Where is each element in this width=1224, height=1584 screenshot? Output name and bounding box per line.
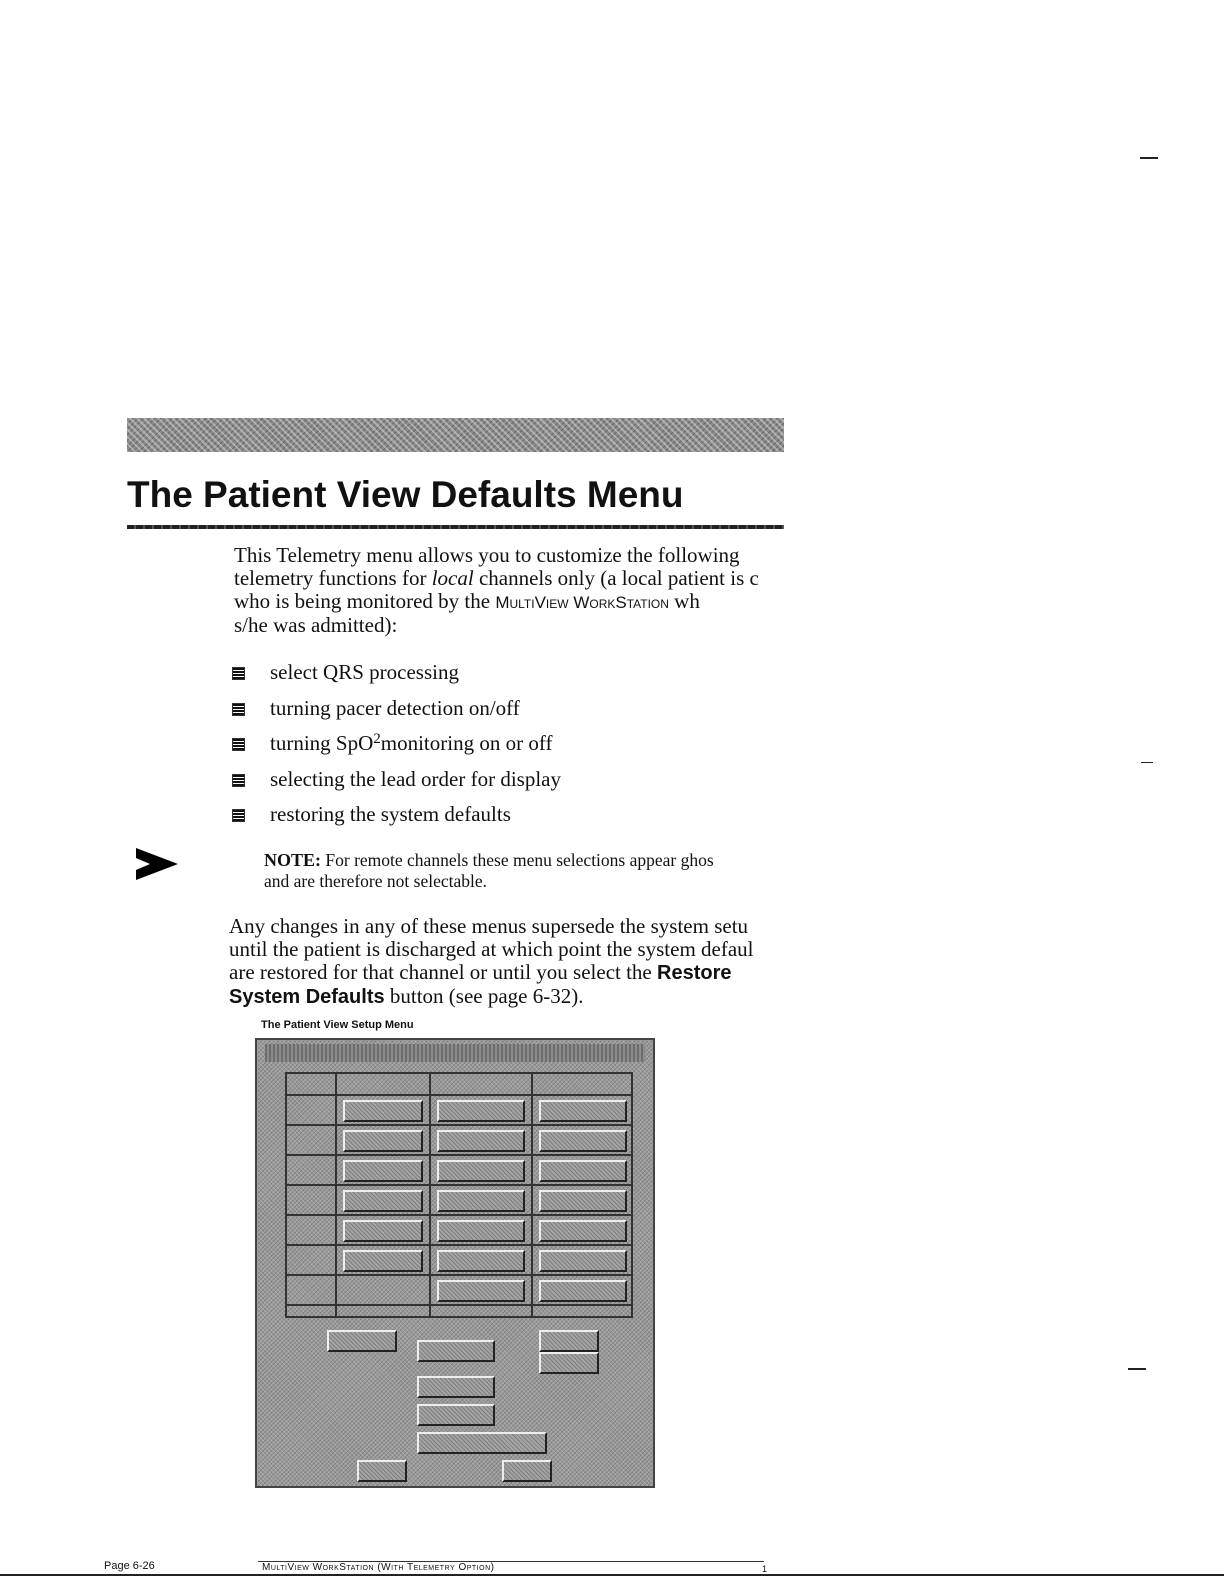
page-number: Page 6-26 (104, 1560, 155, 1572)
screenshot-title-bar (265, 1044, 645, 1062)
restore-label: Restore (657, 962, 732, 984)
bullet-icon (232, 703, 245, 716)
list-item: select QRS processing (230, 660, 561, 696)
footer-title: MultiView WorkStation (With Telemetry Option) (262, 1562, 495, 1573)
header-band (127, 418, 784, 452)
bullet-icon (232, 774, 245, 787)
page-title: The Patient View Defaults Menu (127, 474, 684, 515)
intro-line: s/he was admitted): (234, 613, 398, 637)
intro-line: telemetry functions for local channels only (a local patient is c (234, 566, 759, 590)
note-block: NOTE: For remote channels these menu selections appear ghos and are therefore not selectable. (264, 850, 714, 891)
intro-line: This Telemetry menu allows you to customize the following (234, 544, 740, 567)
title-rule (127, 525, 784, 529)
list-item: turning SpO 2 monitoring on or off (230, 731, 561, 767)
list-item: selecting the lead order for display (230, 767, 561, 803)
system-defaults-label: System Defaults (229, 986, 385, 1008)
note-arrow-icon (136, 848, 178, 880)
margin-tick (1128, 1368, 1146, 1370)
margin-tick (1140, 157, 1158, 159)
bullet-icon (232, 809, 245, 822)
screenshot-grid (285, 1072, 633, 1318)
footer-bottom-rule (0, 1574, 1224, 1576)
bullet-icon (232, 667, 245, 680)
body-paragraph: Any changes in any of these menus supersede the system setu until the patient is discharged at which point the system defaul are restored for that channel or until you select the Restore System Defaults button (see page 6-32). (229, 915, 754, 1008)
intro-line: who is being monitored by the MultiView WorkStation wh (234, 589, 700, 613)
list-item: restoring the system defaults (230, 802, 561, 838)
figure-caption: The Patient View Setup Menu (261, 1019, 414, 1031)
margin-tick (1141, 762, 1153, 763)
emphasis-local: local (431, 566, 474, 590)
footer-right-mark: 1 (762, 1564, 768, 1574)
bullet-icon (232, 738, 245, 751)
note-label: NOTE: (264, 850, 322, 870)
list-item: turning pacer detection on/off (230, 696, 561, 732)
intro-paragraph (234, 544, 782, 637)
patient-view-setup-screenshot (255, 1038, 655, 1488)
product-name: MultiView WorkStation (495, 593, 669, 612)
feature-list (230, 660, 561, 838)
